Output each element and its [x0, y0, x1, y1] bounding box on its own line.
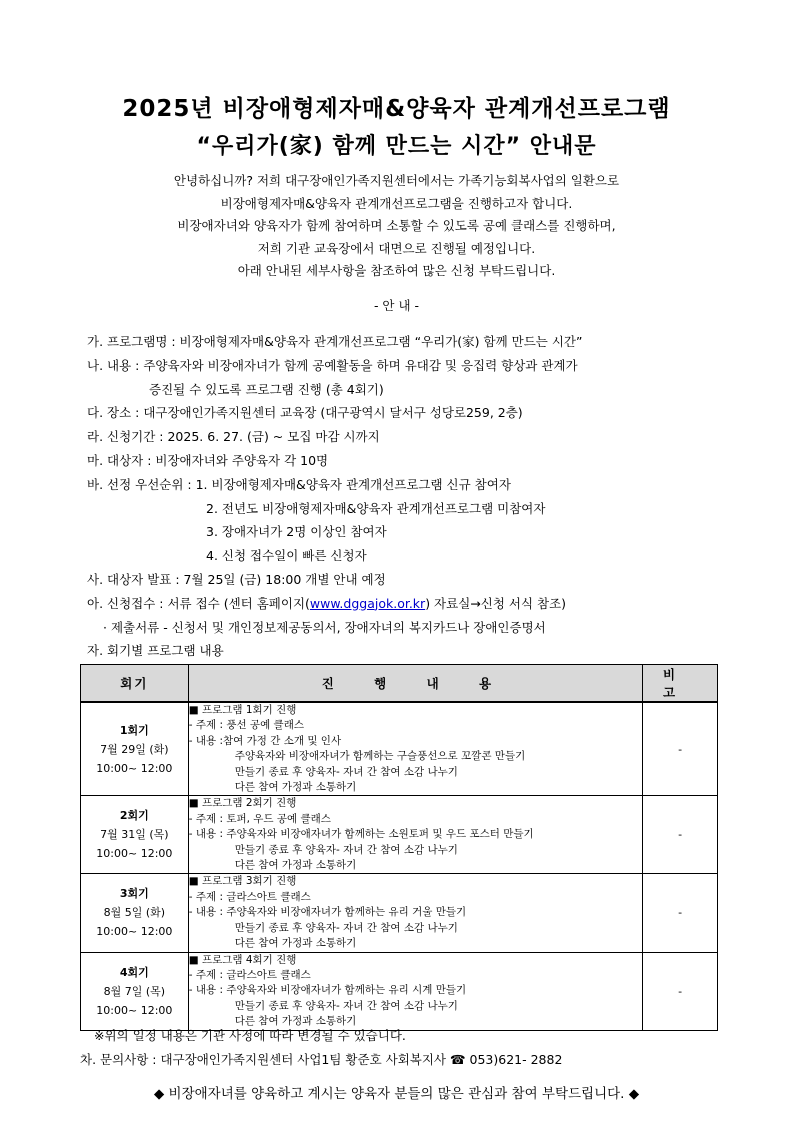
content-line: 만들기 종료 후 양육자- 자녀 간 참여 소감 나누기 — [234, 999, 458, 1012]
intro-line: 저희 기관 교육장에서 대면으로 진행될 예정입니다. — [257, 240, 536, 256]
table-row — [81, 702, 718, 796]
session-date: 7월 29일 (화) — [100, 742, 169, 756]
content-line: ■ 프로그램 2회기 진행 — [188, 797, 297, 810]
item-priority-3: 3. 장애자녀가 2명 이상인 참여자 — [206, 524, 387, 540]
content-line: ■ 프로그램 3회기 진행 — [188, 875, 297, 888]
session-date: 8월 5일 (화) — [103, 906, 166, 920]
intro-line: 비장애형제자매&양육자 관계개선프로그램을 진행하고자 합니다. — [220, 195, 573, 211]
content-cell — [188, 796, 642, 874]
content-line: 다른 참여 가정과 소통하기 — [234, 859, 357, 872]
content-cell — [188, 952, 642, 1030]
content-line: - 주제 : 글라스아트 클래스 — [188, 890, 311, 903]
session-number: 4회기 — [119, 965, 149, 979]
schedule-table — [80, 664, 718, 1031]
intro-line: 비장애자녀와 양육자가 함께 참여하며 소통할 수 있도록 공예 클래스를 진행하며, — [177, 218, 616, 233]
session-date: 7월 31일 (목) — [100, 828, 169, 842]
content-line: 다른 참여 가정과 소통하기 — [234, 937, 357, 950]
session-time: 10:00~ 12:00 — [96, 1003, 173, 1017]
content-line: 다른 참여 가정과 소통하기 — [234, 781, 357, 794]
session-cell — [81, 874, 189, 952]
session-cell — [81, 796, 189, 874]
content-line: 주양육자와 비장애자녀가 함께하는 구슬풍선으로 꼬깔콘 만들기 — [234, 750, 526, 763]
table-header-row — [81, 665, 718, 703]
session-number: 1회기 — [119, 723, 149, 737]
content-line: - 주제 : 토퍼, 우드 공예 클래스 — [188, 812, 331, 825]
program-subtitle: “우리가(家) 함께 만드는 시간” 안내문 — [196, 134, 597, 159]
header-session: 회기 — [81, 665, 189, 703]
session-cell — [81, 952, 189, 1030]
intro-paragraph — [0, 170, 793, 283]
item-content: 나. 내용 : 주양육자와 비장애자녀가 함께 공예활동을 하며 유대감 및 응집력 향상과 관계가 — [87, 357, 578, 373]
session-time: 10:00~ 12:00 — [96, 761, 173, 775]
closing-notes — [80, 1024, 562, 1071]
content-line: 만들기 종료 후 양육자- 자녀 간 참여 소감 나누기 — [234, 921, 458, 934]
homepage-link[interactable]: www.dggajok.or.kr — [309, 595, 426, 611]
content-line: 만들기 종료 후 양육자- 자녀 간 참여 소감 나누기 — [234, 765, 458, 778]
table-row — [81, 874, 718, 952]
content-line: 다른 참여 가정과 소통하기 — [234, 1015, 357, 1028]
session-time: 10:00~ 12:00 — [96, 925, 173, 939]
item-priority-4: 4. 신청 접수일이 빠른 신청자 — [206, 548, 367, 564]
item-application — [87, 592, 727, 616]
session-cell — [81, 702, 189, 796]
header-note: 비 고 — [643, 665, 718, 703]
item-priority-1: 바. 선정 우선순위 : 1. 비장애형제자매&양육자 관계개선프로그램 신규 참여자 — [87, 476, 511, 492]
note-cell: - — [643, 952, 718, 1030]
session-number: 2회기 — [119, 809, 149, 823]
guide-items — [87, 330, 727, 663]
application-prefix: 아. 신청접수 : 서류 접수 (센터 홈페이지( — [87, 595, 310, 611]
content-line: 만들기 종료 후 양육자- 자녀 간 참여 소감 나누기 — [234, 843, 458, 856]
content-line: - 내용 : 주양육자와 비장애자녀가 함께하는 소원토퍼 및 우드 포스터 만들기 — [188, 828, 534, 841]
item-announcement: 사. 대상자 발표 : 7월 25일 (금) 18:00 개별 안내 예정 — [87, 571, 386, 587]
session-time: 10:00~ 12:00 — [96, 847, 173, 861]
item-content-cont: 증진될 수 있도록 프로그램 진행 (총 4회기) — [149, 381, 384, 397]
item-priority-2: 2. 전년도 비장애형제자매&양육자 관계개선프로그램 미참여자 — [206, 500, 546, 516]
content-line: - 주제 : 글라스아트 클래스 — [188, 968, 311, 981]
item-documents: · 제출서류 - 신청서 및 개인정보제공동의서, 장애자녀의 복지카드나 장애인증명서 — [103, 619, 546, 635]
intro-line: 안녕하십니까? 저희 대구장애인가족지원센터에서는 가족기능회복사업의 일환으로 — [173, 173, 620, 188]
application-suffix: ) 자료실→신청 서식 참조) — [425, 595, 567, 611]
content-line: ■ 프로그램 4회기 진행 — [188, 953, 297, 966]
item-schedule-heading: 자. 회기별 프로그램 내용 — [87, 643, 224, 659]
note-cell: - — [643, 702, 718, 796]
table-row — [81, 952, 718, 1030]
item-application-period: 라. 신청기간 : 2025. 6. 27. (금) ~ 모집 마감 시까지 — [87, 429, 380, 445]
contact-info: 차. 문의사항 : 대구장애인가족지원센터 사업1팀 황준호 사회복지사 ☎ 053)621- 2882 — [80, 1051, 563, 1067]
content-cell — [188, 874, 642, 952]
content-line: - 내용 : 주양육자와 비장애자녀가 함께하는 유리 거울 만들기 — [188, 906, 467, 919]
footer-message: ◆ 비장애자녀를 양육하고 계시는 양육자 분들의 많은 관심과 참여 부탁드립니다. ◆ — [153, 1086, 640, 1102]
content-line: - 내용 : 주양육자와 비장애자녀가 함께하는 유리 시계 만들기 — [188, 984, 467, 997]
header-content: 진 행 내 용 — [188, 665, 642, 703]
guide-heading: - 안 내 - — [373, 298, 420, 313]
item-target: 마. 대상자 : 비장애자녀와 주양육자 각 10명 — [87, 452, 329, 468]
session-number: 3회기 — [119, 887, 149, 901]
note-cell: - — [643, 874, 718, 952]
content-line: - 주제 : 풍선 공예 클래스 — [188, 719, 304, 732]
content-cell — [188, 702, 642, 796]
note-cell: - — [643, 796, 718, 874]
document-title: 2025년 비장애형제자매&양육자 관계개선프로그램 — [122, 96, 671, 122]
item-location: 다. 장소 : 대구장애인가족지원센터 교육장 (대구광역시 달서구 성당로259, 2층) — [87, 405, 523, 421]
content-line: ■ 프로그램 1회기 진행 — [188, 704, 297, 716]
intro-line: 아래 안내된 세부사항을 참조하여 많은 신청 부탁드립니다. — [237, 263, 556, 278]
content-line: - 내용 :참여 가정 간 소개 및 인사 — [188, 734, 342, 747]
item-program-name: 가. 프로그램명 : 비장애형제자매&양육자 관계개선프로그램 “우리가(家) 함께 만드는 시간” — [87, 334, 583, 349]
schedule-change-notice: ※위의 일정 내용은 기관 사정에 따라 변경될 수 있습니다. — [94, 1028, 406, 1043]
session-date: 8월 7일 (목) — [103, 984, 166, 998]
table-row — [81, 796, 718, 874]
